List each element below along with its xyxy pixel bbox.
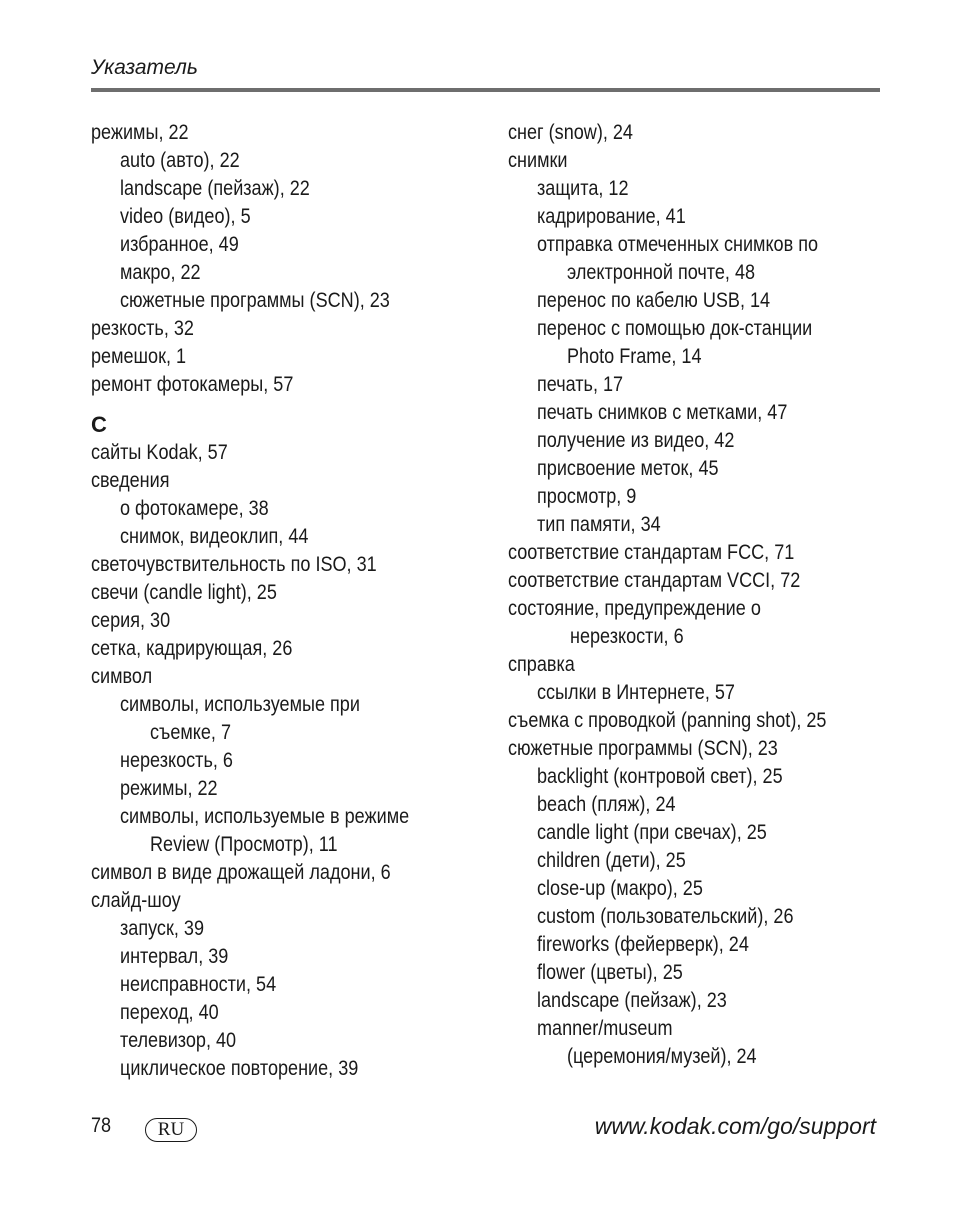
index-entry: сетка, кадрирующая, 26: [91, 637, 293, 660]
index-subentry: candle light (при свечах), 25: [537, 821, 767, 844]
index-subentry: телевизор, 40: [120, 1029, 237, 1052]
index-subentry: о фотокамере, 38: [120, 497, 269, 520]
index-subentry: children (дети), 25: [537, 849, 686, 872]
index-entry: соответствие стандартам VCCI, 72: [508, 569, 801, 592]
index-subentry: нерезкость, 6: [120, 749, 233, 772]
index-entry: соответствие стандартам FCC, 71: [508, 541, 795, 564]
index-subentry: режимы, 22: [120, 777, 218, 800]
index-entry: сведения: [91, 469, 170, 492]
page-header-title: Указатель: [91, 56, 198, 79]
index-entry: справка: [508, 653, 575, 676]
index-entry: съемка с проводкой (panning shot), 25: [508, 709, 827, 732]
index-column-right: [508, 119, 888, 1071]
index-subentry: custom (пользовательский), 26: [537, 905, 794, 928]
header-divider: [91, 88, 880, 92]
index-subentry: запуск, 39: [120, 917, 204, 940]
index-entry: состояние, предупреждение о: [508, 597, 761, 620]
index-subentry: landscape (пейзаж), 22: [120, 177, 310, 200]
index-entry: ремонт фотокамеры, 57: [91, 373, 294, 396]
index-subentry: (церемония/музей), 24: [567, 1045, 757, 1068]
index-subentry: снимок, видеоклип, 44: [120, 525, 309, 548]
support-url-link[interactable]: www.kodak.com/go/support: [594, 1113, 876, 1139]
index-entry: серия, 30: [91, 609, 171, 632]
index-subentry: защита, 12: [537, 177, 629, 200]
index-subentry: электронной почте, 48: [567, 261, 756, 284]
index-subentry: циклическое повторение, 39: [120, 1057, 359, 1080]
index-subentry: перенос по кабелю USB, 14: [537, 289, 771, 312]
index-entry: символ: [91, 665, 153, 688]
index-entry: сайты Kodak, 57: [91, 441, 228, 464]
index-subentry: auto (авто), 22: [120, 149, 240, 172]
index-subentry: печать снимков с метками, 47: [537, 401, 788, 424]
index-entry: свечи (candle light), 25: [91, 581, 277, 604]
index-subentry: ссылки в Интернете, 57: [537, 681, 735, 704]
index-subentry: избранное, 49: [120, 233, 239, 256]
index-subentry: landscape (пейзаж), 23: [537, 989, 727, 1012]
index-subentry: съемке, 7: [150, 721, 232, 744]
index-entry: символ в виде дрожащей ладони, 6: [91, 861, 391, 884]
index-subentry: символы, используемые при: [120, 693, 360, 716]
index-subentry: video (видео), 5: [120, 205, 251, 228]
index-subentry: переход, 40: [120, 1001, 219, 1024]
index-section-letter: С: [91, 412, 107, 437]
index-subentry: flower (цветы), 25: [537, 961, 683, 984]
index-subentry: сюжетные программы (SCN), 23: [120, 289, 390, 312]
page-number: 78: [91, 1114, 112, 1137]
index-subentry: кадрирование, 41: [537, 205, 686, 228]
index-entry: сюжетные программы (SCN), 23: [508, 737, 778, 760]
index-subentry: перенос с помощью док-станции: [537, 317, 813, 340]
index-subentry: тип памяти, 34: [537, 513, 661, 536]
index-subentry: manner/museum: [537, 1017, 673, 1040]
index-subentry: получение из видео, 42: [537, 429, 735, 452]
index-subentry: fireworks (фейерверк), 24: [537, 933, 749, 956]
index-subentry: close-up (макро), 25: [537, 877, 703, 900]
index-entry: слайд-шоу: [91, 889, 181, 912]
index-subentry: backlight (контровой свет), 25: [537, 765, 783, 788]
index-subentry: интервал, 39: [120, 945, 229, 968]
index-subentry: неисправности, 54: [120, 973, 277, 996]
index-entry: резкость, 32: [91, 317, 194, 340]
index-entry: режимы, 22: [91, 121, 189, 144]
index-subentry: отправка отмеченных снимков по: [537, 233, 819, 256]
index-subentry: beach (пляж), 24: [537, 793, 676, 816]
index-entry: снег (snow), 24: [508, 121, 633, 144]
index-subentry: макро, 22: [120, 261, 201, 284]
index-subentry: просмотр, 9: [537, 485, 637, 508]
index-subentry: Photo Frame, 14: [567, 345, 702, 368]
index-subentry: Review (Просмотр), 11: [150, 833, 338, 856]
index-subentry: присвоение меток, 45: [537, 457, 719, 480]
language-badge: RU: [145, 1118, 197, 1142]
index-subentry: печать, 17: [537, 373, 624, 396]
index-subentry: символы, используемые в режиме: [120, 805, 410, 828]
index-column-left: [91, 119, 501, 1083]
index-entry: снимки: [508, 149, 568, 172]
index-subentry: нерезкости, 6: [570, 625, 684, 648]
index-entry: светочувствительность по ISO, 31: [91, 553, 377, 576]
index-entry: ремешок, 1: [91, 345, 187, 368]
